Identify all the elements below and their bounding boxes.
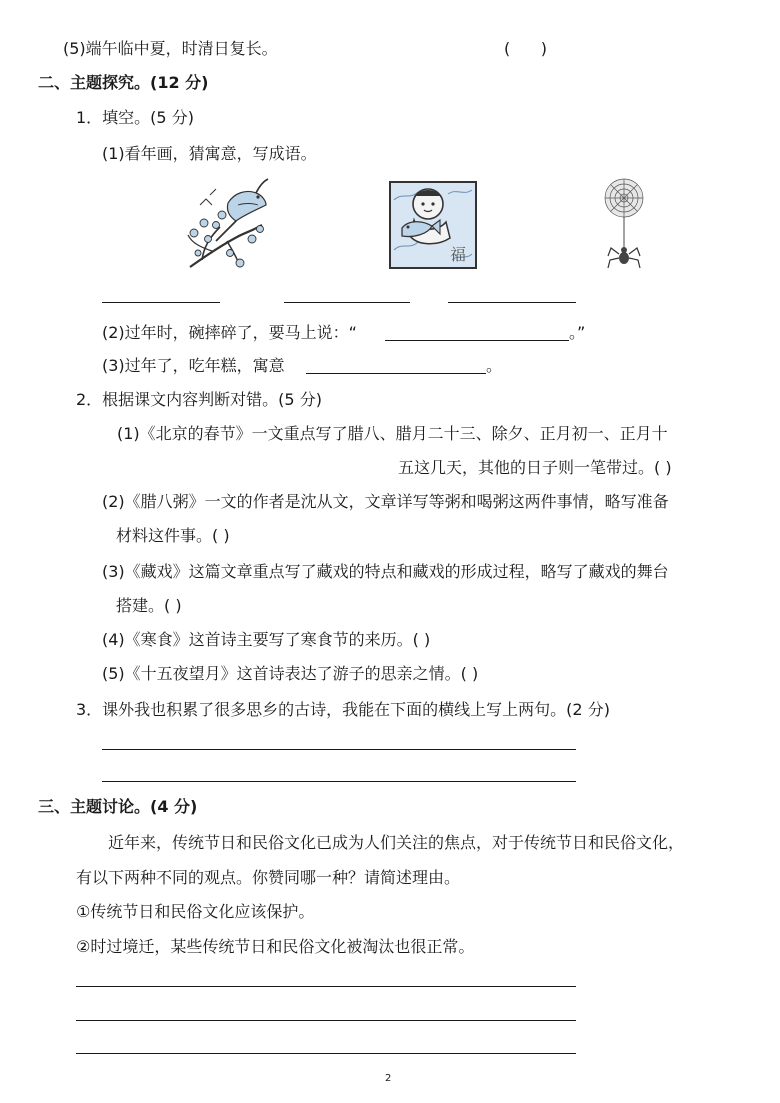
q2-item-1-line2[interactable]: 五这几天，其他的日子则一笔带过。( ) xyxy=(398,458,672,477)
s3-answer-line-1[interactable] xyxy=(76,986,576,987)
q2-item-5[interactable]: (5)《十五夜望月》这首诗表达了游子的思亲之情。( ) xyxy=(102,664,479,683)
sub3-answer-line[interactable] xyxy=(306,373,486,374)
s3-answer-line-3[interactable] xyxy=(76,1053,576,1054)
q1-sub2-suffix: 。” xyxy=(569,323,586,342)
idiom-answer-3[interactable] xyxy=(448,302,576,303)
viewpoint-1: ①传统节日和民俗文化应该保护。 xyxy=(76,902,315,921)
q2-item-1-line1: (1)《北京的春节》一文重点写了腊八、腊月二十三、除夕、正月初一、正月十 xyxy=(117,424,668,443)
child-fish-image xyxy=(388,180,478,270)
section-3-paragraph-1: 近年来，传统节日和民俗文化已成为人们关注的焦点，对于传统节日和民俗文化， xyxy=(108,833,685,852)
section-3-title: 三、主题讨论。(4 分) xyxy=(38,797,198,816)
q1-title: 1．填空。(5 分) xyxy=(76,108,194,127)
idiom-answer-2[interactable] xyxy=(284,302,410,303)
q1-sub2-prefix: (2)过年时，碗摔碎了，要马上说：“ xyxy=(102,323,357,342)
q2-title: 2．根据课文内容判断对错。(5 分) xyxy=(76,390,322,409)
q3-answer-line-1[interactable] xyxy=(102,749,576,750)
fu-character: 福 xyxy=(450,245,467,264)
page-number: 2 xyxy=(385,1073,392,1084)
spider-web-image xyxy=(600,176,648,274)
q1-sub3-prefix: (3)过年了，吃年糕，寓意 xyxy=(102,356,285,375)
answer-paren-q5[interactable]: ( ) xyxy=(504,39,547,58)
section-3-paragraph-2: 有以下两种不同的观点。你赞同哪一种？请简述理由。 xyxy=(76,868,461,887)
q2-item-3-line1: (3)《藏戏》这篇文章重点写了藏戏的特点和藏戏的形成过程，略写了藏戏的舞台 xyxy=(102,562,669,581)
section-2-title: 二、主题探究。(12 分) xyxy=(38,73,209,92)
q2-item-4[interactable]: (4)《寒食》这首诗主要写了寒食节的来历。( ) xyxy=(102,630,431,649)
q1-sub1: (1)看年画，猜寓意，写成语。 xyxy=(102,144,317,163)
q2-item-3-line2[interactable]: 搭建。( ) xyxy=(116,596,182,615)
sub2-answer-line[interactable] xyxy=(385,340,569,341)
q3-title: 3．课外我也积累了很多思乡的古诗，我能在下面的横线上写上两句。(2 分) xyxy=(76,700,610,719)
s3-answer-line-2[interactable] xyxy=(76,1020,576,1021)
question-5-poem: (5)端午临中夏，时清日复长。 xyxy=(63,39,278,58)
q1-sub3-suffix: 。 xyxy=(486,356,503,375)
viewpoint-2: ②时过境迁，某些传统节日和民俗文化被淘汰也很正常。 xyxy=(76,937,475,956)
q2-item-2-line2[interactable]: 材料这件事。( ) xyxy=(116,526,230,545)
q3-answer-line-2[interactable] xyxy=(102,781,576,782)
magpie-plum-image xyxy=(182,175,272,275)
idiom-answer-1[interactable] xyxy=(102,302,220,303)
q2-item-2-line1: (2)《腊八粥》一文的作者是沈从文，文章详写等粥和喝粥这两件事情，略写准备 xyxy=(102,492,669,511)
